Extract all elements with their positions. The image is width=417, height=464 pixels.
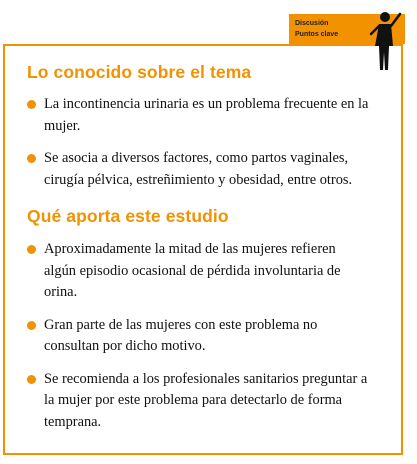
section-heading-known: Lo conocido sobre el tema xyxy=(27,62,252,82)
presenter-figure-icon xyxy=(368,10,402,72)
list-item: La incontinencia urinaria es un problema frecuente en la mujer. xyxy=(26,94,371,137)
bullet-dot-icon xyxy=(27,375,36,384)
contribution-list xyxy=(26,239,371,444)
list-item: Se recomienda a los profesionales sanitarios preguntar a la mujer por este problema para detectarlo de forma temprana. xyxy=(26,369,371,434)
bullet-dot-icon xyxy=(27,100,36,109)
list-item: Aproximadamente la mitad de las mujeres refieren algún episodio ocasional de pérdida involuntaria de orina. xyxy=(26,239,371,304)
tag-line-2: Puntos clave xyxy=(295,31,339,38)
bullet-dot-icon xyxy=(27,154,36,163)
bullet-dot-icon xyxy=(27,321,36,330)
section-heading-contribution: Qué aporta este estudio xyxy=(27,206,229,226)
known-list xyxy=(26,94,371,202)
bullet-dot-icon xyxy=(27,245,36,254)
list-item: Gran parte de las mujeres con este problema no consultan por dicho motivo. xyxy=(26,315,371,358)
tag-line-1: Discusión xyxy=(295,20,329,27)
list-item: Se asocia a diversos factores, como partos vaginales, cirugía pélvica, estreñimiento y obesidad, entre otros. xyxy=(26,148,371,191)
